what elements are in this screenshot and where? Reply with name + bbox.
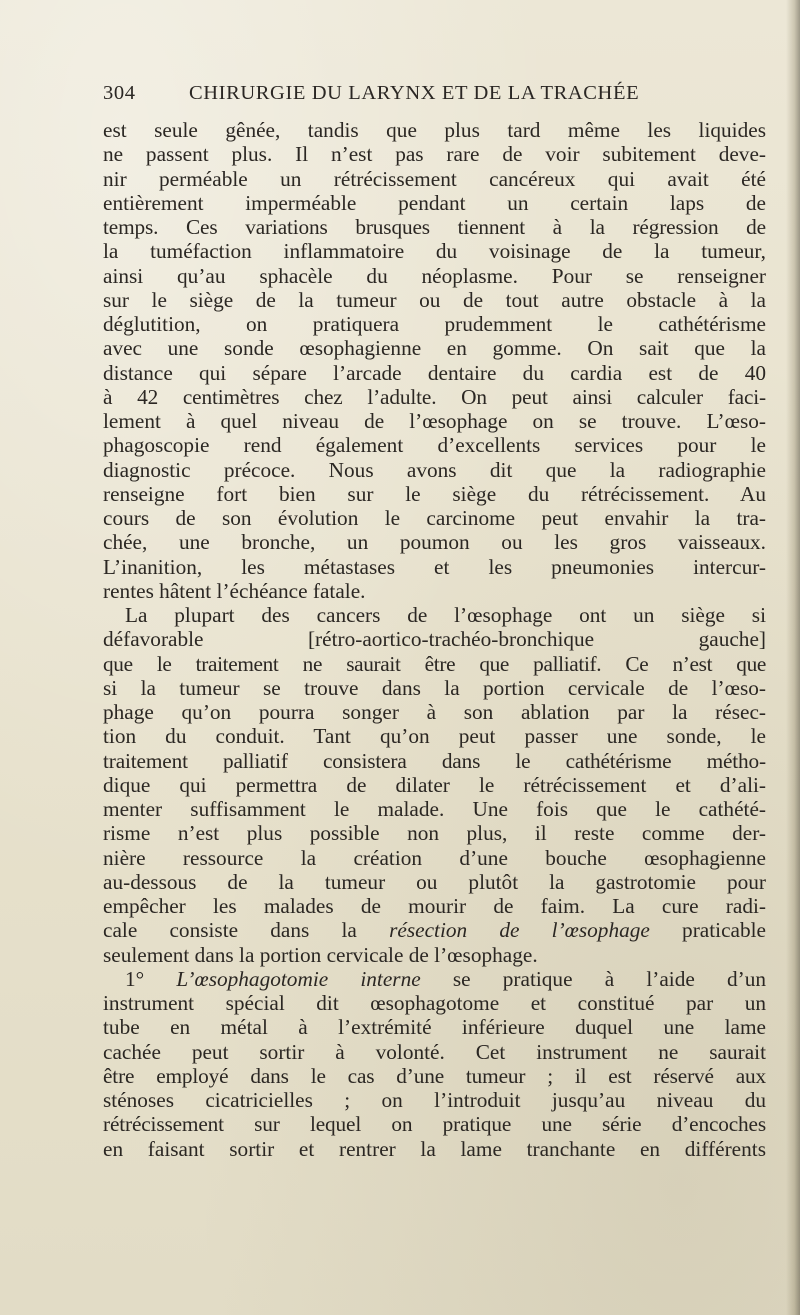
text-line: phage qu’on pourra songer à son ablation par la résec-	[103, 700, 766, 724]
text-run: se pratique à l’aide d’un	[420, 966, 767, 991]
text-line: que le traitement ne saurait être que palliatif. Ce n’est que	[103, 651, 766, 676]
text-run: 1°	[125, 966, 177, 991]
text-line: cours de son évolution le carcinome peut envahir la tra-	[103, 506, 766, 530]
text-run: praticable	[649, 918, 767, 943]
text-line: à 42 centimètres chez l’adulte. On peut ainsi calculer faci-	[103, 384, 766, 409]
text-line: la tuméfaction inflammatoire du voisinage de la tumeur,	[103, 239, 766, 264]
text-line: phagoscopie rend également d’excellents services pour le	[103, 433, 766, 458]
text-line: tion du conduit. Tant qu’on peut passer une sonde, le	[103, 724, 766, 749]
text-line: rentes hâtent l’échéance fatale.	[103, 578, 366, 603]
page-header	[103, 82, 758, 112]
text-line: renseigne fort bien sur le siège du rétrécissement. Au	[103, 481, 766, 506]
text-line: L’inanition, les métastases et les pneumonies intercur-	[103, 554, 766, 579]
text-line: dique qui permettra de dilater le rétrécissement et d’ali-	[103, 772, 766, 797]
text-line: ne passent plus. Il n’est pas rare de voir subitement deve-	[103, 142, 766, 167]
text-line: seulement dans la portion cervicale de l’œsophage.	[103, 942, 538, 967]
text-line: sur le siège de la tumeur ou de tout autre obstacle à la	[103, 287, 766, 312]
italic-term: L’œsophagotomie interne	[176, 966, 421, 991]
text-line: être employé dans le cas d’une tumeur ; il est réservé aux	[103, 1063, 766, 1088]
text-line: risme n’est plus possible non plus, il reste comme der-	[103, 821, 766, 846]
text-line: au-dessous de la tumeur ou plutôt la gastrotomie pour	[103, 869, 766, 894]
page-edge-shadow	[786, 0, 800, 1315]
text-line	[103, 967, 766, 991]
text-line: rétrécissement sur lequel on pratique une série d’encoches	[103, 1112, 766, 1137]
text-line: nière ressource la création d’une bouche œsophagienne	[103, 845, 766, 870]
text-line: si la tumeur se trouve dans la portion cervicale de l’œso-	[103, 675, 766, 700]
text-line: déglutition, on pratiquera prudemment le cathétérisme	[103, 312, 766, 336]
text-line: empêcher les malades de mourir de faim. La cure radi-	[103, 894, 766, 918]
text-line: La plupart des cancers de l’œsophage ont un siège si	[125, 603, 766, 627]
text-line: est seule gênée, tandis que plus tard même les liquides	[103, 118, 766, 142]
running-head: CHIRURGIE DU LARYNX ET DE LA TRACHÉE	[189, 82, 640, 104]
text-line: diagnostic précoce. Nous avons dit que la radiographie	[103, 457, 766, 482]
text-line: lement à quel niveau de l’œsophage on se trouve. L’œso-	[103, 409, 766, 433]
text-line: avec une sonde œsophagienne en gomme. On sait que la	[103, 336, 766, 361]
text-line: entièrement imperméable pendant un certain laps de	[103, 190, 766, 215]
text-line: temps. Ces variations brusques tiennent à la régression de	[103, 215, 766, 239]
text-run: cale consiste dans la	[103, 918, 390, 943]
text-line: chée, une bronche, un poumon ou les gros vaisseaux.	[103, 530, 766, 555]
text-line	[103, 918, 766, 942]
text-line: nir perméable un rétrécissement cancéreux qui avait été	[103, 166, 766, 191]
text-line: ainsi qu’au sphacèle du néoplasme. Pour se renseigner	[103, 263, 766, 288]
text-line: instrument spécial dit œsophagotome et constitué par un	[103, 991, 766, 1015]
body-text	[103, 118, 766, 1161]
text-line: menter suffisamment le malade. Une fois que le cathété-	[103, 797, 766, 821]
page-number: 304	[103, 82, 136, 104]
text-line: sténoses cicatricielles ; on l’introduit jusqu’au niveau du	[103, 1088, 766, 1112]
text-line: traitement palliatif consistera dans le cathétérisme métho-	[103, 748, 766, 773]
italic-term: résection de l’œsophage	[389, 918, 650, 943]
text-line: défavorable [rétro-aortico-trachéo-bronchique gauche]	[103, 627, 766, 652]
text-line: tube en métal à l’extrémité inférieure duquel une lame	[103, 1015, 766, 1040]
text-line: distance qui sépare l’arcade dentaire du cardia est de 40	[103, 360, 766, 385]
text-line: cachée peut sortir à volonté. Cet instrument ne saurait	[103, 1039, 766, 1064]
text-line: en faisant sortir et rentrer la lame tranchante en différents	[103, 1136, 766, 1161]
